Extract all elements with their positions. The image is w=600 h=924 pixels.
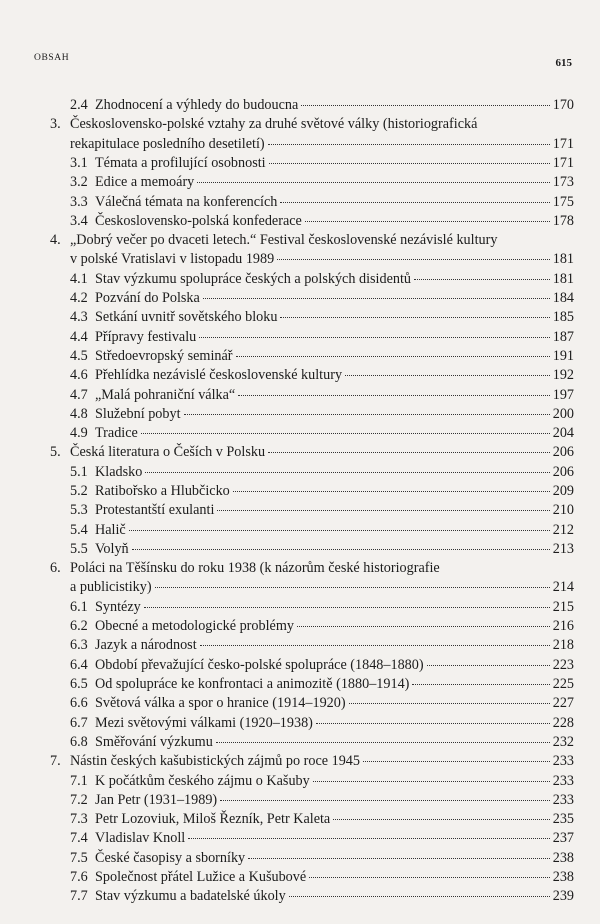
dot-leader [184,414,550,415]
toc-entry-page: 228 [552,714,574,731]
toc-entry-title: Jazyk a národnost [95,637,197,654]
toc-entry-line [95,289,574,308]
toc-entry-title: Od spolupráce ke konfrontaci a animozitě (1880–1914) [95,676,410,692]
toc-entry-number: 3. [50,116,61,133]
toc-entry-page: 227 [552,695,574,712]
dot-leader [280,202,549,203]
toc-entry-page: 238 [552,869,574,885]
toc-entry-title: Přehlídka nezávislé československé kultury [95,367,343,384]
toc-entry-title: Edice a memoáry [95,174,195,191]
dot-leader [316,723,550,724]
toc-entry-line [95,791,574,810]
dot-leader [309,877,550,878]
toc-entry-page: 206 [552,444,574,461]
toc-entry-line [95,656,574,675]
toc-entry-number: 6.4 [70,656,88,673]
toc-entry-page: 235 [552,811,574,828]
toc-entry-number: 4.6 [70,367,88,384]
toc-entry-number: 4.8 [70,405,88,422]
toc-entry-title: K počátkům českého zájmu o Kašuby [95,772,310,789]
dot-leader [313,781,550,782]
toc-entry-line [95,829,574,848]
toc-entry-page: 173 [552,174,574,191]
toc-entry-title-first-line: Poláci na Těšínsku do roku 1938 (k názorům české historiografie [70,560,440,577]
toc-entry-title: Středoevropský seminář [95,347,233,364]
toc-entry-line [95,849,574,868]
dot-leader [268,144,550,145]
toc-entry-number: 4.2 [70,290,88,306]
toc-entry-page: 178 [552,212,574,229]
dot-leader [268,452,550,453]
dot-leader [200,645,550,646]
toc-entry-number: 5.4 [70,521,88,538]
toc-entry-page: 218 [552,637,574,654]
toc-entry-line [70,250,574,269]
toc-entry-page: 233 [552,753,574,770]
toc-entry-line [95,424,574,443]
toc-entry-number: 6. [50,560,61,577]
dot-leader [289,896,550,897]
toc-entry-page: 206 [552,463,574,480]
toc-entry-title: Protestantští exulanti [95,502,215,519]
dot-leader [297,626,550,627]
dot-leader [248,858,550,859]
toc-entry-number: 7.4 [70,830,88,847]
toc-entry-title: Mezi světovými válkami (1920–1938) [95,714,313,731]
toc-entry-number: 6.6 [70,695,88,712]
toc-entry-line [95,714,574,733]
toc-entry-line [70,752,574,771]
toc-entry-number: 4.4 [70,328,88,345]
toc-entry-title: Stav výzkumu a badatelské úkoly [95,888,286,905]
toc-entry-title: Služební pobyt [95,405,181,422]
toc-entry-line [70,135,574,154]
toc-entry-title: Přípravy festivalu [95,328,197,345]
toc-entry-line [95,386,574,405]
toc-entry-page: 192 [552,367,574,384]
toc-entry-line [95,270,574,289]
toc-entry-number: 7.3 [70,811,88,828]
dot-leader [233,491,550,492]
dot-leader [217,510,549,511]
toc-entry-number: 7.6 [70,869,88,885]
toc-entry-title: Pozvání do Polska [95,290,200,306]
toc-entry-page: 223 [552,656,574,673]
toc-entry-number: 3.1 [70,154,88,171]
dot-leader [220,800,550,801]
dot-leader [427,665,550,666]
toc-entry-line [95,173,574,192]
toc-entry-line [95,501,574,520]
dot-leader [305,221,550,222]
toc-entry-title: Zhodnocení a výhledy do budoucna [95,97,299,113]
toc-entry-line [95,810,574,829]
toc-entry-page: 216 [552,618,574,635]
toc-entry-title: Halič [95,521,126,538]
toc-entry-page: 233 [552,791,574,808]
dot-leader [203,298,550,299]
dot-leader [414,279,550,280]
toc-entry-line [95,96,574,115]
toc-entry-line [95,521,574,540]
toc-entry-number: 7.5 [70,849,88,866]
page-number: 615 [555,57,572,69]
toc-entry-page: 232 [552,733,574,750]
toc-entry-number: 5.1 [70,463,88,480]
toc-entry-number: 7. [50,753,61,770]
toc-entry-number: 6.7 [70,714,88,731]
toc-entry-line [95,675,574,694]
toc-entry-number: 4.1 [70,270,88,287]
toc-entry-number: 5.3 [70,502,88,519]
toc-entry-page: 197 [552,386,574,403]
dot-leader [269,163,550,164]
toc-entry-number: 6.8 [70,733,88,750]
dot-leader [216,742,550,743]
toc-entry-page: 209 [552,483,574,499]
toc-entry-number: 6.2 [70,618,88,635]
toc-entry-line [95,308,574,327]
toc-entry-line [95,154,574,173]
toc-entry-line [95,694,574,713]
toc-entry-title: Kladsko [95,463,143,480]
toc-entry-number: 2.4 [70,97,88,113]
toc-entry-line [95,617,574,636]
dot-leader [345,375,550,376]
toc-entry-line [95,772,574,791]
toc-entry-line [70,443,574,462]
toc-entry-title: Jan Petr (1931–1989) [95,791,218,808]
toc-entry-page: 181 [552,251,574,268]
toc-entry-page: 200 [552,405,574,422]
toc-entry-title: Syntézy [95,598,141,615]
toc-entry-page: 239 [552,888,574,905]
toc-entry-page: 187 [552,328,574,345]
toc-entry-title: Stav výzkumu spolupráce českých a polských disidentů [95,270,411,287]
dot-leader [333,819,549,820]
toc-entry-number: 4.9 [70,425,88,442]
dot-leader [144,607,550,608]
toc-entry-line [95,887,574,906]
toc-entry-title: Československo-polská konfederace [95,212,302,229]
dot-leader [188,838,549,839]
toc-entry-number: 3.2 [70,174,88,191]
dot-leader [301,105,549,106]
toc-entry-title: Ratibořsko a Hlubčicko [95,483,230,499]
toc-entry-number: 4.3 [70,309,88,326]
toc-entry-number: 6.1 [70,598,88,615]
toc-entry-title: Období převažující česko-polské spolupráce (1848–1880) [95,656,424,673]
toc-entry-line [95,733,574,752]
toc-entry-title: rekapitulace posledního desetiletí) [70,135,265,152]
toc-entry-page: 184 [552,290,574,306]
toc-entry-page: 185 [552,309,574,326]
toc-entry-number: 5.2 [70,483,88,499]
toc-entry-line [95,598,574,617]
toc-entry-page: 233 [552,772,574,789]
toc-entry-page: 191 [552,347,574,364]
toc-entry-page: 171 [552,135,574,152]
toc-entry-number: 6.5 [70,676,88,692]
toc-entry-title: Česká literatura o Češích v Polsku [70,444,266,461]
toc-entry-page: 175 [552,193,574,210]
toc-entry-line [95,212,574,231]
toc-entry-title-first-line: „Dobrý večer po dvaceti letech.“ Festival československé nezávislé kultury [70,232,498,249]
running-head: OBSAH [34,53,70,63]
toc-entry-title: a publicistiky) [70,579,152,596]
toc-entry-title-first-line: Československo-polské vztahy za druhé světové války (historiografická [70,116,478,133]
toc-entry-title: Nástin českých kašubistických zájmů po roce 1945 [70,753,360,770]
toc-entry-title: Setkání uvnitř sovětského bloku [95,309,278,326]
dot-leader [132,549,550,550]
toc-entry-title: Volyň [95,540,129,557]
toc-entry-title: Vladislav Knoll [95,830,186,847]
dot-leader [197,182,549,183]
toc-entry-title: „Malá pohraniční válka“ [95,386,236,403]
dot-leader [129,530,550,531]
toc-entry-page: 213 [552,540,574,557]
toc-entry-page: 214 [552,579,574,596]
toc-entry-page: 212 [552,521,574,538]
toc-entry-page: 170 [552,97,574,113]
toc-entry-line [95,347,574,366]
toc-entry-title: Obecné a metodologické problémy [95,618,294,635]
dot-leader [141,433,550,434]
toc-entry-line [95,193,574,212]
toc-entry-title: Směřování výzkumu [95,733,213,750]
dot-leader [280,317,549,318]
toc-entry-number: 7.1 [70,772,88,789]
toc-entry-page: 237 [552,830,574,847]
dot-leader [236,356,550,357]
toc-entry-number: 5. [50,444,61,461]
toc-entry-line [70,578,574,597]
toc-entry-number: 3.4 [70,212,88,229]
toc-entry-number: 7.2 [70,791,88,808]
toc-entry-title: České časopisy a sborníky [95,849,246,866]
toc-entry-title: v polské Vratislavi v listopadu 1989 [70,251,275,268]
toc-entry-page: 210 [552,502,574,519]
toc-entry-page: 171 [552,154,574,171]
toc-entry-title: Petr Lozoviuk, Miloš Řezník, Petr Kaleta [95,811,331,828]
toc-entry-number: 5.5 [70,540,88,557]
toc-entry-line [95,636,574,655]
toc-entry-title: Tradice [95,425,138,442]
dot-leader [349,703,550,704]
dot-leader [412,684,549,685]
toc-entry-number: 4.7 [70,386,88,403]
toc-entry-page: 238 [552,849,574,866]
dot-leader [277,259,550,260]
toc-entry-title: Světová válka a spor o hranice (1914–1920) [95,695,346,712]
dot-leader [363,761,550,762]
toc-entry-page: 215 [552,598,574,615]
toc-entry-page: 181 [552,270,574,287]
toc-entry-number: 4. [50,232,61,249]
dot-leader [155,587,550,588]
dot-leader [238,395,549,396]
toc-entry-number: 6.3 [70,637,88,654]
toc-entry-title: Válečná témata na konferencích [95,193,278,210]
toc-entry-line [95,328,574,347]
toc-entry-number: 3.3 [70,193,88,210]
toc-entry-line [95,482,574,501]
dot-leader [145,472,549,473]
toc-entry-number: 4.5 [70,347,88,364]
toc-entry-line [95,463,574,482]
dot-leader [199,337,549,338]
toc-entry-line [95,540,574,559]
toc-entry-title: Společnost přátel Lužice a Kušubové [95,869,307,885]
toc-entry-page: 204 [552,425,574,442]
toc-entry-page: 225 [552,676,574,692]
toc-entry-line [95,868,574,887]
toc-entry-line [95,366,574,385]
toc-entry-number: 7.7 [70,888,88,905]
toc-entry-line [95,405,574,424]
toc-entry-title: Témata a profilující osobnosti [95,154,266,171]
